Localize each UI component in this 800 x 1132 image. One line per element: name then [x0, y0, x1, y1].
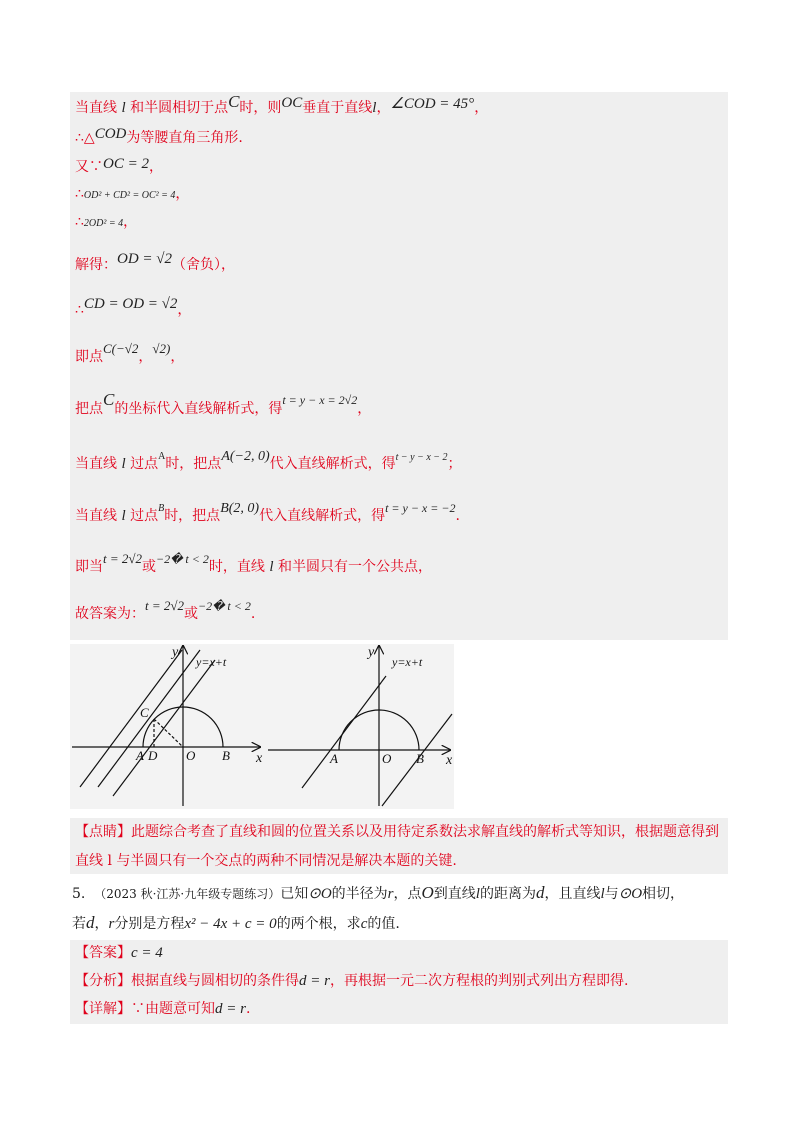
analysis-line: 【分析】根据直线与圆相切的条件得d = r，再根据一元二次方程根的判别式列出方程即得.	[75, 973, 629, 989]
left-c-label: C	[140, 705, 149, 720]
solution-line-10: 当直线 l 过点$^A$时，把点A(−2, 0)代入直线解析式，得$^{t - y - x - 2}$；	[75, 449, 462, 472]
comment-tag: 【点睛】	[75, 824, 131, 840]
left-x-label: x	[256, 751, 263, 766]
left-a-label: A	[136, 748, 144, 763]
comment-line-1: 【点睛】此题综合考查了直线和圆的位置关系以及用待定系数法求解直线的解析式等知识，根据题意得到	[75, 824, 719, 840]
analysis-tag: 【分析】	[75, 973, 131, 989]
left-line-1	[80, 650, 182, 787]
answer-value: c = 4	[131, 945, 163, 961]
solution-line-12: 即当t = 2√2或−2� t < 2时，直线 l 和半圆只有一个公共点，	[75, 551, 432, 575]
right-b-label: B	[416, 751, 424, 766]
left-line-3	[113, 660, 215, 796]
left-dashed-oc	[154, 719, 183, 747]
solution-line-7: ∴CD = OD = √2，	[75, 296, 192, 318]
figure-svg	[70, 644, 454, 809]
right-x-label: x	[446, 753, 453, 768]
solution-line-1: 当直线 l 和半圆相切于点C时，则OC垂直于直线l，∠COD = 45°，	[75, 92, 489, 116]
solution-line-13: 故答案为：t = 2√2或−2� t < 2.	[75, 598, 256, 622]
left-y-label: y	[172, 645, 179, 660]
problem-number: 5.	[72, 886, 86, 902]
solution-line-6: 解得：OD = √2（舍负），	[75, 251, 236, 273]
answer-tag: 【答案】	[75, 945, 131, 961]
problem-5-line-2: 若d，r分别是方程x² − 4x + c = 0的两个根，求c的值.	[72, 913, 400, 932]
problem-source: （2023 秋·江苏·九年级专题练习）	[94, 887, 281, 901]
right-eq-label: y=x+t	[392, 655, 423, 669]
solution-line-11: 当直线 l 过点$^B$时，把点B(2, 0)代入直线解析式，得t = y − x = −2.	[75, 501, 460, 524]
detail-line: 【详解】∵由题意可知d = r.	[75, 1001, 251, 1017]
left-d-label: D	[148, 748, 158, 763]
comment-line-2: 直线 l 与半圆只有一个交点的两种不同情况是解决本题的关键.	[75, 853, 457, 869]
right-o-label: O	[382, 751, 392, 766]
answer-line	[75, 943, 163, 963]
left-eq-label: y=x+t	[196, 655, 227, 669]
solution-line-4: ∴OD² + CD² = OC² = 4，	[75, 186, 190, 202]
solution-line-5: ∴2OD² = 4，	[75, 214, 138, 230]
solution-line-2: ∴△COD为等腰直角三角形.	[75, 126, 243, 146]
left-line-2	[98, 650, 200, 787]
figure-left	[72, 646, 260, 806]
solution-line-8: 即点C(−√2，√2)，	[75, 341, 185, 365]
problem-5-line-1: 5. （2023 秋·江苏·九年级专题练习）已知⊙O的半径为r，点O到直线l的距离为d，且直线l与⊙O相切，	[72, 883, 685, 902]
left-o-label: O	[186, 748, 196, 763]
right-y-label: y	[368, 645, 375, 660]
figure-right	[268, 646, 452, 806]
solution-line-3: 又∵OC = 2，	[75, 156, 163, 175]
detail-tag: 【详解】	[75, 1001, 131, 1017]
geometry-figure	[70, 644, 454, 809]
right-line-1	[302, 676, 386, 788]
solution-line-9: 把点C的坐标代入直线解析式，得t = y − x = 2√2，	[75, 390, 372, 417]
left-b-label: B	[222, 748, 230, 763]
right-a-label: A	[330, 751, 338, 766]
